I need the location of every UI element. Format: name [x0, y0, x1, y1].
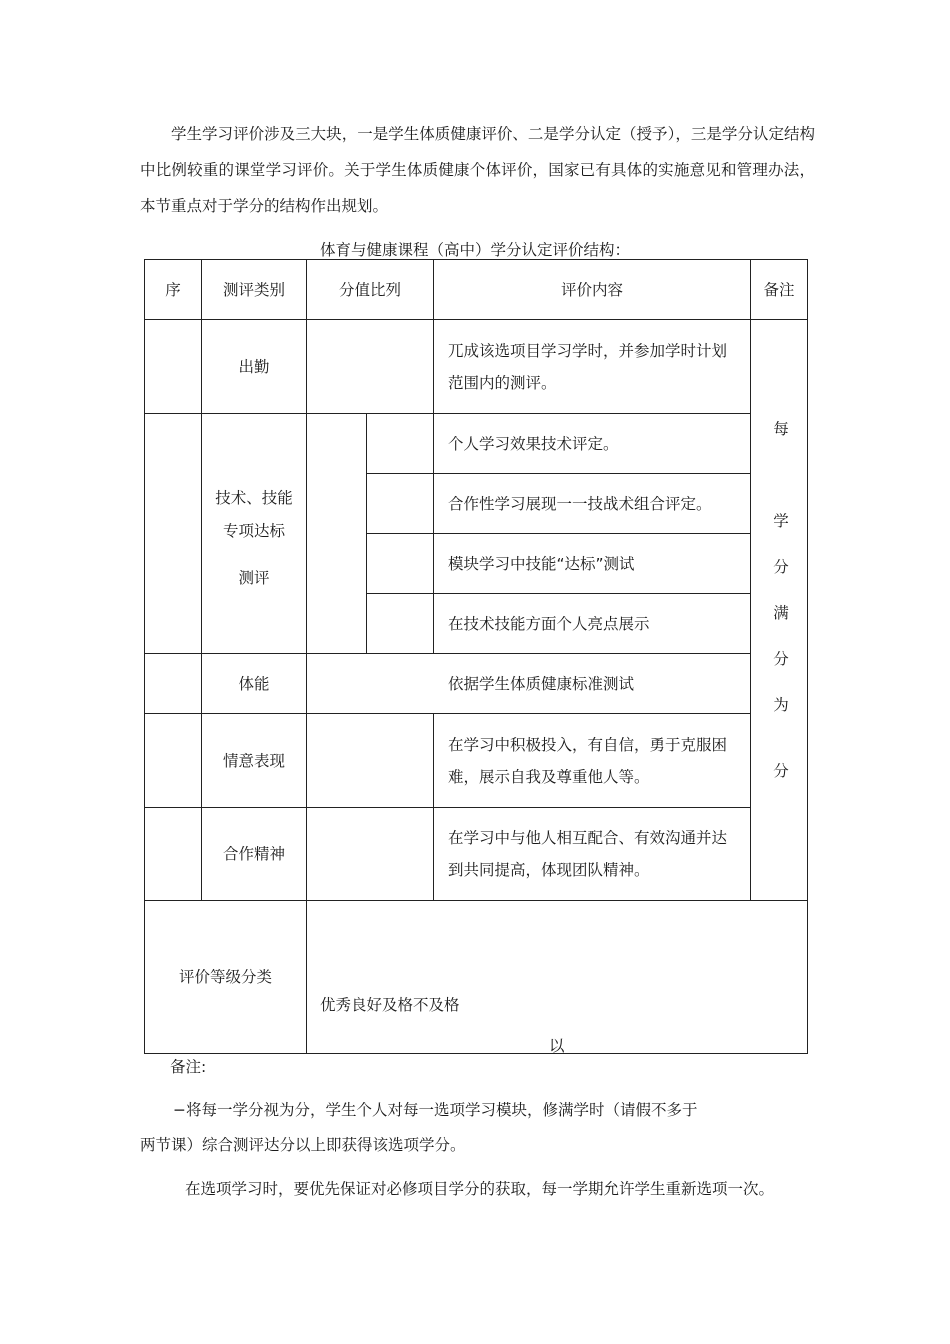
note-char: 满 — [773, 604, 789, 622]
grade-value: 优秀良好及格不及格 — [320, 996, 460, 1014]
note-char: 为 — [773, 696, 789, 714]
category-emotion: 情意表现 — [222, 751, 285, 770]
remarks-line1: −将每一学分视为分，学生个人对每一选项学习模块，修满学时（请假不多于 — [173, 1101, 698, 1119]
grade-label: 评价等级分类 — [178, 968, 272, 986]
category-cooperation: 合作精神 — [222, 845, 285, 863]
intro-paragraph: 学生学习评价涉及三大块，一是学生体质健康评价、二是学分认定（授予），三是学分认定结构中比例较重的课堂学习评价。关于学生体质健康个体评价，国家已有具体的实施意见和管理办法，本节重点对于学分的结构作出规划。 — [140, 125, 815, 215]
header-note: 备注 — [763, 280, 795, 299]
note-char: 每 — [773, 420, 789, 438]
category-skills-line3: 测评 — [238, 569, 270, 587]
header-seq: 序 — [165, 280, 181, 299]
content-fitness: 依据学生体质健康标准测试 — [448, 674, 635, 693]
category-skills-line1: 技术、技能 — [215, 489, 293, 507]
remarks-line3: 在选项学习时，要优先保证对必修项目学分的获取，每一学期允许学生重新选项一次。 — [185, 1180, 775, 1198]
header-ratio: 分值比列 — [338, 280, 401, 299]
content-attendance: 兀成该选项目学习学时，并参加学时计划范围内的测评。 — [448, 341, 728, 392]
category-attendance: 出勤 — [238, 357, 270, 376]
remarks-label: 备注: — [170, 1058, 207, 1076]
content-skills-item: 模块学习中技能“达标”测试 — [448, 554, 635, 573]
content-skills-item: 个人学习效果技术评定。 — [448, 434, 619, 453]
category-fitness: 体能 — [238, 674, 270, 693]
grade-stray-char: 以 — [549, 1037, 565, 1055]
remarks-line2: 两节课）综合测评达分以上即获得该选项学分。 — [140, 1136, 466, 1154]
header-category: 测评类别 — [222, 280, 285, 299]
note-char: 分 — [773, 650, 789, 668]
content-emotion: 在学习中积极投入，有自信，勇于克服困难，展示自我及尊重他人等。 — [448, 735, 728, 786]
content-skills-item: 合作性学习展现一一技战术组合评定。 — [448, 494, 712, 513]
header-content: 评价内容 — [560, 280, 623, 299]
note-char: 学 — [773, 512, 789, 530]
content-skills-item: 在技术技能方面个人亮点展示 — [448, 614, 650, 633]
table-caption: 体育与健康课程（高中）学分认定评价结构： — [319, 241, 630, 259]
note-char: 分 — [773, 558, 789, 576]
note-char: 分 — [773, 762, 789, 780]
category-skills-line2: 专项达标 — [222, 522, 285, 540]
content-cooperation: 在学习中与他人相互配合、有效沟通并达到共同提高，体现团队精神。 — [448, 829, 728, 879]
